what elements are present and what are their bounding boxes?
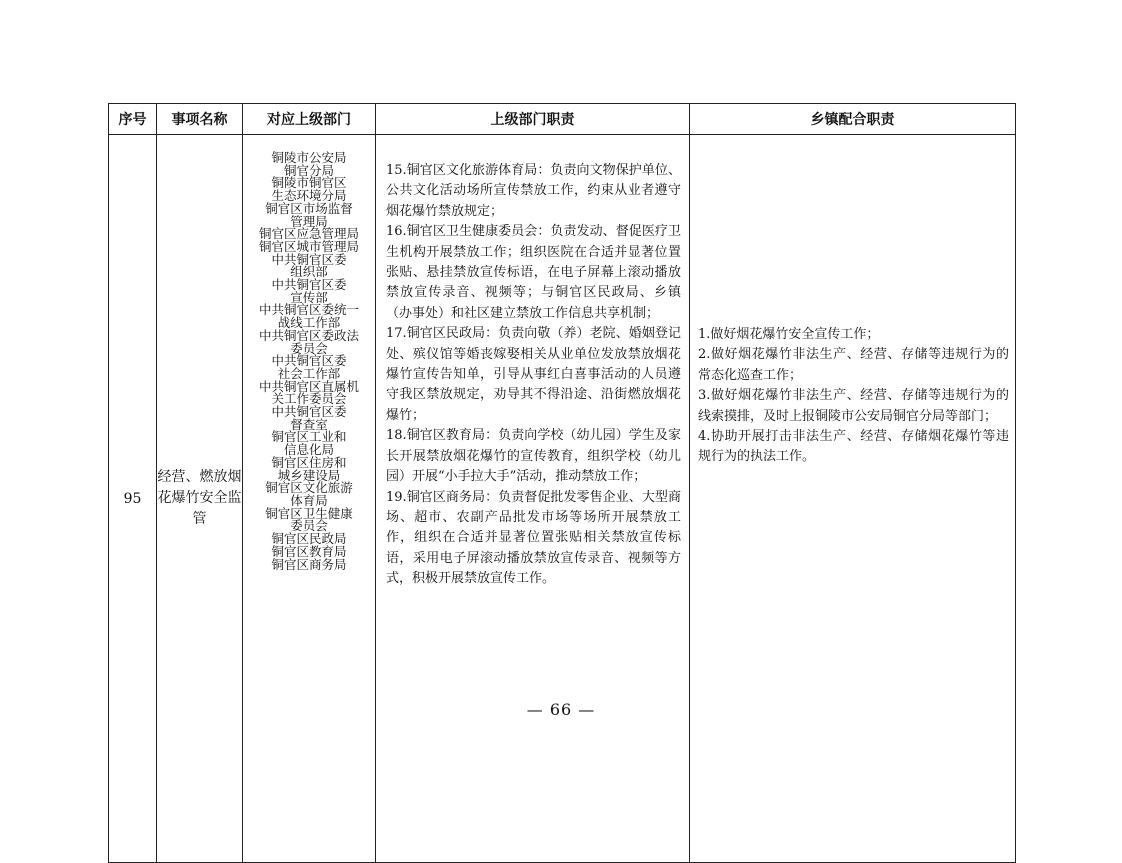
dept-line: 铜陵市铜官区: [271, 175, 347, 191]
town-paragraph: 2.做好烟花爆竹非法生产、经营、存储等违规行为的常态化巡查工作；: [698, 347, 1009, 383]
duty-paragraph: 16.铜官区卫生健康委员会：负责发动、督促医疗卫生机构开展禁放工作；组织医院在合适并显著位置张贴、悬挂禁放宣传标语，在电子屏幕上滚动播放禁放宣传录音、视频等；与铜官区民政局、乡镇（办事处）和社区建立禁放工作信息共享机制；: [386, 224, 681, 321]
responsibility-table: [108, 103, 1016, 863]
header-dept: 对应上级部门: [243, 104, 376, 135]
dept-line: 中共铜官区委统一: [258, 302, 359, 318]
dept-line: 中共铜官区委: [271, 251, 347, 267]
dept-line: 宣传部: [290, 289, 328, 305]
row-depts: [243, 135, 376, 863]
dept-line: 城乡建设局: [277, 467, 341, 483]
dept-line: 管理局: [290, 213, 328, 229]
dept-line: 督查室: [290, 416, 328, 432]
row-duties: [376, 135, 690, 863]
table-header-row: [109, 104, 1016, 135]
page-number: — 66 —: [526, 700, 596, 719]
dept-line: 铜官区市场监督: [265, 200, 353, 216]
duty-paragraph: 17.铜官区民政局：负责向敬（养）老院、婚姻登记处、殡仪馆等婚丧嫁娶相关从业单位发放禁放烟花爆竹宣传告知单，引导从事红白喜事活动的人员遵守我区禁放规定，劝导其不得沿途、沿街燃放烟花爆竹；: [386, 326, 681, 423]
dept-line: 中共铜官区委: [271, 277, 347, 293]
dept-line: 铜官区卫生健康: [265, 505, 353, 521]
row-town: [690, 135, 1016, 863]
dept-line: 铜官分局: [283, 162, 334, 178]
dept-line: 体育局: [290, 492, 328, 508]
dept-line: 铜官区教育局: [271, 543, 347, 559]
dept-line: 委员会: [290, 340, 328, 356]
dept-line: 铜官区住房和: [271, 454, 347, 470]
header-seq: 序号: [109, 104, 157, 135]
header-town: 乡镇配合职责: [690, 104, 1016, 135]
header-item-name: 事项名称: [157, 104, 243, 135]
table-row: [109, 135, 1016, 863]
dept-line: 中共铜官区委: [271, 353, 347, 369]
dept-line: 铜官区城市管理局: [258, 238, 359, 254]
dept-line: 生态环境分局: [271, 188, 347, 204]
dept-line: 中共铜官区直属机: [258, 378, 359, 394]
dept-line: 中共铜官区委政法: [258, 327, 359, 343]
duty-paragraph: 19.铜官区商务局：负责督促批发零售企业、大型商场、超市、农副产品批发市场等场所开展禁放工作，组织在合适并显著位置张贴相关禁放宣传标语，采用电子屏滚动播放禁放宣传录音、视频等方式，积极开展禁放宣传工作。: [386, 489, 681, 587]
duty-paragraph: 18.铜官区教育局：负责向学校（幼儿园）学生及家长开展禁放烟花爆竹的宣传教育，组织学校（幼儿园）开展“小手拉大手”活动，推动禁放工作；: [386, 428, 681, 485]
row-seq: 95: [109, 135, 157, 863]
dept-line: 中共铜官区委: [271, 404, 347, 420]
dept-line: 铜官区工业和: [271, 429, 347, 445]
town-paragraph: 1.做好烟花爆竹安全宣传工作；: [698, 327, 880, 342]
town-paragraph: 3.做好烟花爆竹非法生产、经营、存储等违规行为的线索摸排，及时上报铜陵市公安局铜官分局等部门；: [698, 388, 1009, 424]
dept-line: 铜官区商务局: [271, 556, 347, 572]
header-duties: 上级部门职责: [376, 104, 690, 135]
dept-line: 社会工作部: [277, 365, 341, 381]
dept-line: 战线工作部: [277, 315, 341, 331]
town-paragraph: 4.协助开展打击非法生产、经营、存储烟花爆竹等违规行为的执法工作。: [698, 429, 1009, 465]
dept-line: 铜官区应急管理局: [258, 226, 359, 242]
dept-line: 关工作委员会: [271, 391, 347, 407]
dept-line: 信息化局: [283, 442, 334, 458]
dept-line: 组织部: [290, 264, 328, 280]
row-item-name: 经营、燃放烟花爆竹安全监管: [157, 135, 243, 863]
dept-line: 铜陵市公安局: [271, 150, 347, 165]
dept-line: 委员会: [290, 518, 328, 534]
duty-paragraph: 15.铜官区文化旅游体育局：负责向文物保护单位、公共文化活动场所宣传禁放工作，约束从业者遵守烟花爆竹禁放规定；: [386, 163, 681, 219]
dept-line: 铜官区民政局: [271, 531, 347, 547]
dept-line: 铜官区文化旅游: [265, 480, 353, 496]
